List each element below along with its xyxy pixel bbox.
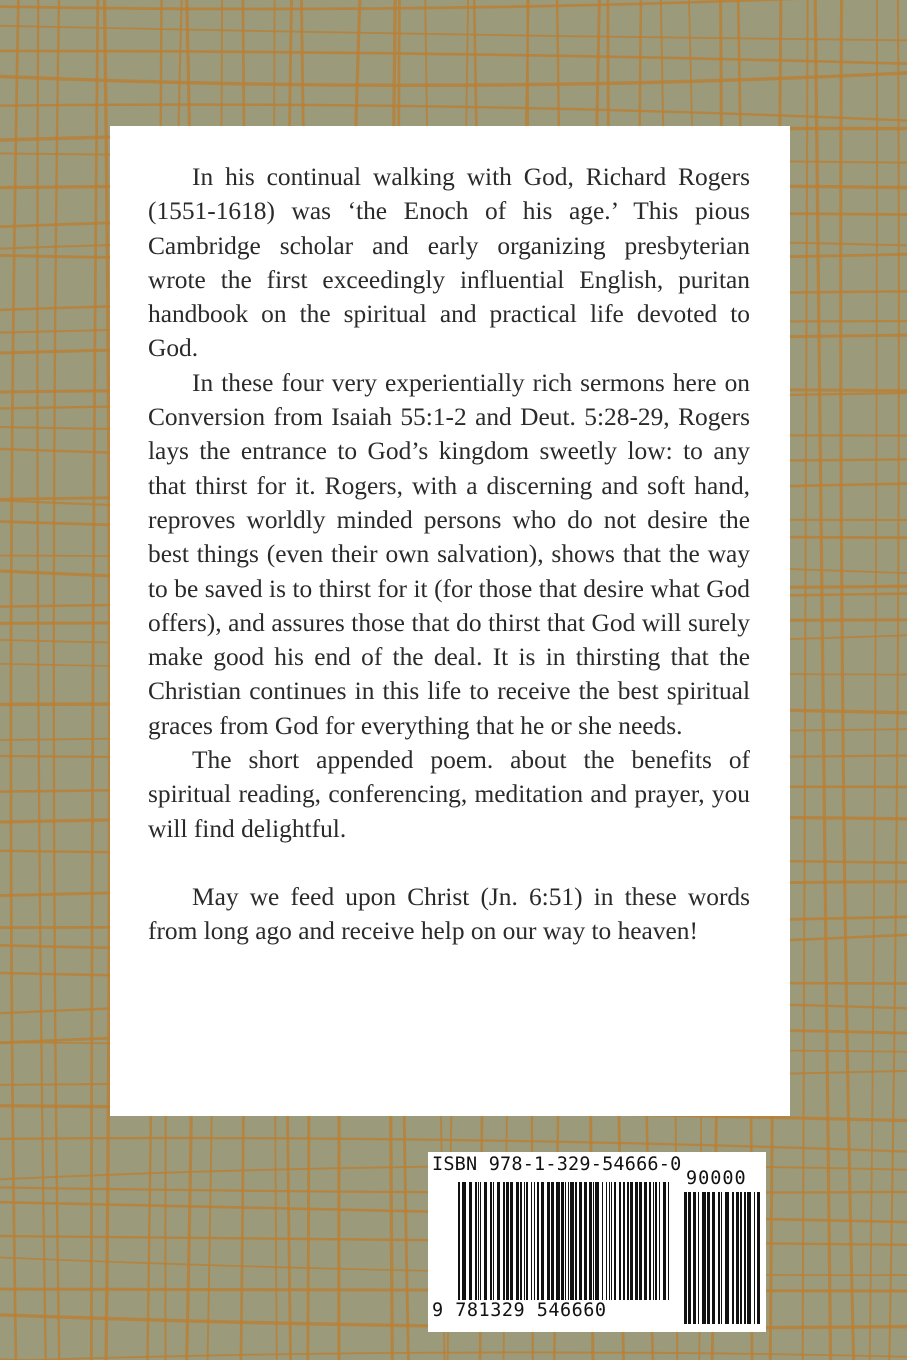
barcode-bar [516, 1182, 519, 1300]
barcode-bar [534, 1182, 535, 1300]
description-panel [110, 126, 790, 1116]
description-paragraph-2: In these four very experientially rich sermons here on Conversion from Isaiah 55:1-2 and Deut. 5:28-29, Rogers lays the entrance to God’s kingdom sweetly low: to any that thirst for it. Rogers, with a discerning and soft hand, reproves worldly minded persons who do not desire the best things (even their own salvation), shows that the way to be saved is to thirst for it (for those that desire what God offers), and assures those that do thirst that God will surely make good his end of the deal. It is in thirsting that the Christian continues in this life to receive the best spiritual graces from God for everything that he or she needs. [148, 368, 750, 740]
barcode-bar [589, 1182, 592, 1300]
barcode-bar [619, 1182, 621, 1300]
barcode-bar [639, 1182, 642, 1300]
pattern-line-vertical [11, 0, 19, 1360]
pattern-line-vertical [104, 0, 109, 1360]
barcode-bar [693, 1192, 696, 1324]
barcode-bar [561, 1182, 564, 1300]
barcode-bar [547, 1182, 550, 1300]
barcode-bar [630, 1182, 633, 1300]
barcode-bar [503, 1182, 505, 1300]
barcode-bar [469, 1182, 472, 1300]
barcode-bar [744, 1192, 746, 1324]
barcode-bar [635, 1182, 638, 1300]
barcode-bar [462, 1182, 466, 1300]
barcode-bar [568, 1182, 569, 1300]
barcode-bar [688, 1192, 691, 1324]
barcode-bar [653, 1182, 654, 1300]
barcode-bar [698, 1192, 699, 1324]
barcode-bar [531, 1182, 532, 1300]
barcode-bar [524, 1182, 525, 1300]
description-paragraph-1: In his continual walking with God, Richard Rogers (1551-1618) was ‘the Enoch of his age.’ This pious Cambridge scholar and early organizing presbyterian wrote the first exceedingly influential English, puritan handbook on the spiritual and practical life devoted to God. [148, 163, 750, 363]
barcode-bar [707, 1192, 710, 1324]
barcode-bar [684, 1192, 687, 1324]
barcode-bar [575, 1182, 577, 1300]
pattern-line-vertical [815, 0, 831, 1360]
barcode-bar [490, 1182, 492, 1300]
pattern-line-vertical [91, 0, 97, 1360]
barcode-bar [595, 1182, 599, 1300]
barcode-bar [611, 1182, 612, 1300]
pattern-line-horizontal [0, 51, 907, 64]
barcode-bar [655, 1182, 657, 1300]
barcode-bar [541, 1182, 544, 1300]
barcode-bar [702, 1192, 706, 1324]
barcode-bar [520, 1182, 522, 1300]
barcode-bar [593, 1182, 594, 1300]
barcode-bar [480, 1182, 481, 1300]
barcode-bar [668, 1182, 669, 1300]
barcode-bar [732, 1192, 734, 1324]
barcode-bar [556, 1182, 560, 1300]
barcode-bar [740, 1192, 742, 1324]
barcode-bar [718, 1192, 720, 1324]
barcode-bar [754, 1192, 755, 1324]
barcode-bar [506, 1182, 509, 1300]
barcode-bar [478, 1182, 479, 1300]
barcode-bar [551, 1182, 554, 1300]
pattern-line-horizontal [0, 72, 907, 85]
barcode-bar [458, 1182, 460, 1300]
pattern-line-vertical [889, 0, 899, 1360]
barcode-bar [510, 1182, 513, 1300]
barcode-bar [475, 1182, 477, 1300]
price-addon-barcode-bars [684, 1192, 762, 1324]
barcode-bar [659, 1182, 660, 1300]
barcode-bar [484, 1182, 487, 1300]
barcode-bar [747, 1192, 751, 1324]
pattern-line-horizontal [0, 25, 907, 40]
pattern-line-vertical [870, 0, 877, 1360]
price-code: 90000 [686, 1168, 747, 1189]
barcode-bar [602, 1182, 603, 1300]
barcode-bar [627, 1182, 629, 1300]
barcode-bar [606, 1182, 607, 1300]
closing-paragraph: May we feed upon Christ (Jn. 6:51) in these words from long ago and receive help on our way to heaven! [148, 882, 750, 946]
pattern-line-vertical [803, 0, 808, 1360]
barcode-bar [736, 1192, 739, 1324]
barcode-bar [497, 1182, 500, 1300]
description-paragraph-3: The short appended poem. about the benefits of spiritual reading, conferencing, meditation and prayer, you will find delightful. [148, 746, 750, 843]
barcode-bar [584, 1182, 587, 1300]
barcode-bar [649, 1182, 651, 1300]
barcode-bar [663, 1182, 666, 1300]
isbn-label: ISBN 978-1-329-54666-0 [432, 1154, 682, 1175]
ean-digits: 9 781329 546660 [432, 1300, 607, 1321]
barcode-bar [725, 1192, 729, 1324]
barcode-bar [721, 1192, 722, 1324]
barcode-bar [493, 1182, 494, 1300]
pattern-line-horizontal [0, 105, 907, 122]
barcode-bar [537, 1182, 539, 1300]
barcode-bar [757, 1192, 760, 1324]
barcode-bar [623, 1182, 625, 1300]
barcode-bar [712, 1192, 715, 1324]
barcode-bar [644, 1182, 647, 1300]
pattern-line-vertical [841, 0, 854, 1360]
barcode-bar [579, 1182, 582, 1300]
barcode-bar [570, 1182, 574, 1300]
pattern-line-vertical [54, 0, 60, 1360]
barcode-bar [526, 1182, 528, 1300]
ean-barcode-bars [458, 1182, 670, 1300]
pattern-line-vertical [37, 0, 45, 1360]
barcode-bar [565, 1182, 566, 1300]
isbn-barcode [428, 1152, 766, 1332]
barcode-bar [614, 1182, 616, 1300]
pattern-line-horizontal [0, 0, 907, 9]
barcode-bar [609, 1182, 610, 1300]
